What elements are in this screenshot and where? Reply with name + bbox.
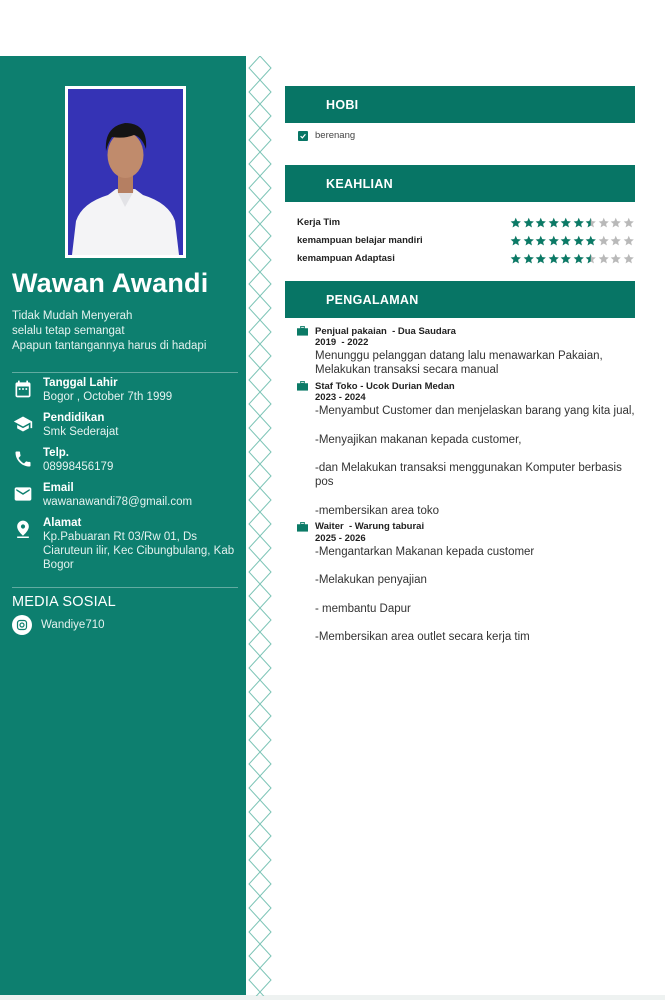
job-years: 2023 - 2024 xyxy=(315,392,366,404)
motto-line: Apapun tantangannya harus di hadapi xyxy=(12,340,207,352)
job-title: Staf Toko - Ucok Durian Medan xyxy=(315,380,455,392)
person-portrait-icon xyxy=(68,89,183,255)
skill-label: Kerja Tim xyxy=(297,216,341,228)
job-description-line: -Melakukan penyajian xyxy=(315,574,427,587)
graduation-cap-icon xyxy=(12,413,34,435)
info-value[interactable]: wawanawandi78@gmail.com xyxy=(43,496,193,508)
job-title: Waiter - Warung taburai xyxy=(315,521,425,533)
star-filled-icon xyxy=(535,217,547,228)
section-title: KEAHLIAN xyxy=(326,176,393,191)
section-header-experience xyxy=(285,281,635,318)
star-filled-icon xyxy=(535,235,547,246)
job-description-line xyxy=(315,447,642,461)
skill-row xyxy=(297,213,635,231)
divider xyxy=(12,372,238,373)
diamond-pattern-decoration xyxy=(247,56,273,996)
job-description xyxy=(315,404,642,518)
info-birth-date xyxy=(12,376,242,404)
job-years: 2019 - 2022 xyxy=(315,337,369,348)
profile-motto xyxy=(12,309,206,354)
star-empty-icon xyxy=(598,235,610,246)
profile-name: Wawan Awandi xyxy=(12,268,209,298)
info-label: Tanggal Lahir xyxy=(43,377,118,389)
social-instagram[interactable] xyxy=(12,615,105,635)
job-description-line xyxy=(315,559,642,573)
email-icon xyxy=(12,483,34,505)
star-filled-icon xyxy=(548,217,560,228)
star-filled-icon xyxy=(548,253,560,264)
star-empty-icon xyxy=(610,235,622,246)
star-filled-icon xyxy=(523,235,535,246)
star-filled-icon xyxy=(573,253,585,264)
experience-list xyxy=(297,325,642,647)
job-description xyxy=(315,349,642,377)
profile-photo xyxy=(68,89,183,255)
info-label: Pendidikan xyxy=(43,412,105,424)
job-description-line: -membersikan area toko xyxy=(315,504,439,517)
instagram-handle: Wandiye710 xyxy=(41,619,105,631)
profile-photo-frame xyxy=(65,86,186,258)
info-label: Alamat xyxy=(43,517,82,529)
experience-item xyxy=(297,325,642,377)
star-rating xyxy=(510,217,634,228)
star-filled-icon xyxy=(560,235,572,246)
job-description-line: -Menyajikan makanan kepada customer, xyxy=(315,433,522,446)
info-value: 08998456179 xyxy=(43,461,114,473)
job-description-line: - membantu Dapur xyxy=(315,602,411,615)
star-empty-icon xyxy=(623,253,635,264)
experience-item xyxy=(297,521,642,644)
star-rating xyxy=(510,235,634,246)
page-bottom-strip xyxy=(0,995,665,1000)
job-description-line xyxy=(315,616,642,630)
star-filled-icon xyxy=(573,217,585,228)
star-empty-icon xyxy=(610,253,622,264)
info-address xyxy=(12,516,242,572)
info-value: Bogor , October 7th 1999 xyxy=(43,391,173,403)
job-description-line: -dan Melakukan transaksi menggunakan Komputer berbasis xyxy=(315,462,622,475)
job-description-line: -Menyambut Customer dan menjelaskan barang yang kita jual, xyxy=(315,405,635,418)
sidebar xyxy=(0,56,246,995)
briefcase-icon xyxy=(297,381,308,391)
star-filled-icon xyxy=(510,253,522,264)
contact-info-list xyxy=(12,376,242,579)
skill-label: kemampuan Adaptasi xyxy=(297,252,395,264)
motto-line: selalu tetap semangat xyxy=(12,325,125,337)
star-filled-icon xyxy=(573,235,585,246)
job-description-line: -Membersikan area outlet secara kerja tim xyxy=(315,631,530,644)
divider xyxy=(12,587,238,588)
info-label: Email xyxy=(43,482,74,494)
checkbox-checked-icon[interactable] xyxy=(298,131,308,141)
phone-icon xyxy=(12,448,34,470)
section-title: HOBI xyxy=(326,97,359,112)
star-empty-icon xyxy=(623,235,635,246)
motto-line: Tidak Mudah Menyerah xyxy=(12,310,133,322)
star-empty-icon xyxy=(598,253,610,264)
job-description-line xyxy=(315,588,642,602)
job-description-line: -Mengantarkan Makanan kepada customer xyxy=(315,545,535,558)
job-description xyxy=(315,545,642,644)
social-media-title: MEDIA SOSIAL xyxy=(12,594,116,610)
hobby-item[interactable] xyxy=(298,130,355,141)
job-description-line xyxy=(315,419,642,433)
star-filled-icon xyxy=(548,235,560,246)
hobby-label: berenang xyxy=(315,130,356,141)
star-filled-icon xyxy=(585,235,597,246)
briefcase-icon xyxy=(297,326,308,336)
experience-item xyxy=(297,380,642,518)
skills-list xyxy=(297,213,635,267)
star-rating xyxy=(510,253,634,264)
info-phone xyxy=(12,446,242,474)
info-email xyxy=(12,481,242,509)
section-title: PENGALAMAN xyxy=(326,292,419,307)
section-header-hobby xyxy=(285,86,635,123)
skill-row xyxy=(297,231,635,249)
star-filled-icon xyxy=(535,253,547,264)
info-label: Telp. xyxy=(43,447,69,459)
star-filled-icon xyxy=(523,217,535,228)
star-half-icon xyxy=(585,217,597,228)
info-value: Smk Sederajat xyxy=(43,426,119,438)
job-description-line: pos xyxy=(315,476,334,489)
star-empty-icon xyxy=(610,217,622,228)
star-filled-icon xyxy=(523,253,535,264)
skill-row xyxy=(297,249,635,267)
job-title: Penjual pakaian - Dua Saudara xyxy=(315,325,456,337)
star-empty-icon xyxy=(623,217,635,228)
info-value: Bogor xyxy=(43,559,74,571)
star-filled-icon xyxy=(510,217,522,228)
calendar-icon xyxy=(12,378,34,400)
info-value: Kp.Pabuaran Rt 03/Rw 01, Ds xyxy=(43,531,198,543)
star-filled-icon xyxy=(510,235,522,246)
info-education xyxy=(12,411,242,439)
job-description-line xyxy=(315,490,642,504)
job-description-line: Menunggu pelanggan datang lalu menawarkan Pakaian, xyxy=(315,350,603,362)
info-value: Ciaruteun ilir, Kec Cibungbulang, Kab xyxy=(43,545,235,557)
job-description-line: Melakukan transaksi secara manual xyxy=(315,364,499,377)
star-filled-icon xyxy=(560,253,572,264)
instagram-icon xyxy=(12,615,32,635)
star-filled-icon xyxy=(560,217,572,228)
briefcase-icon xyxy=(297,522,308,532)
star-empty-icon xyxy=(598,217,610,228)
location-pin-icon xyxy=(12,518,34,540)
star-half-icon xyxy=(585,253,597,264)
job-years: 2025 - 2026 xyxy=(315,532,366,544)
section-header-skills xyxy=(285,165,635,202)
skill-label: kemampuan belajar mandiri xyxy=(297,234,423,246)
